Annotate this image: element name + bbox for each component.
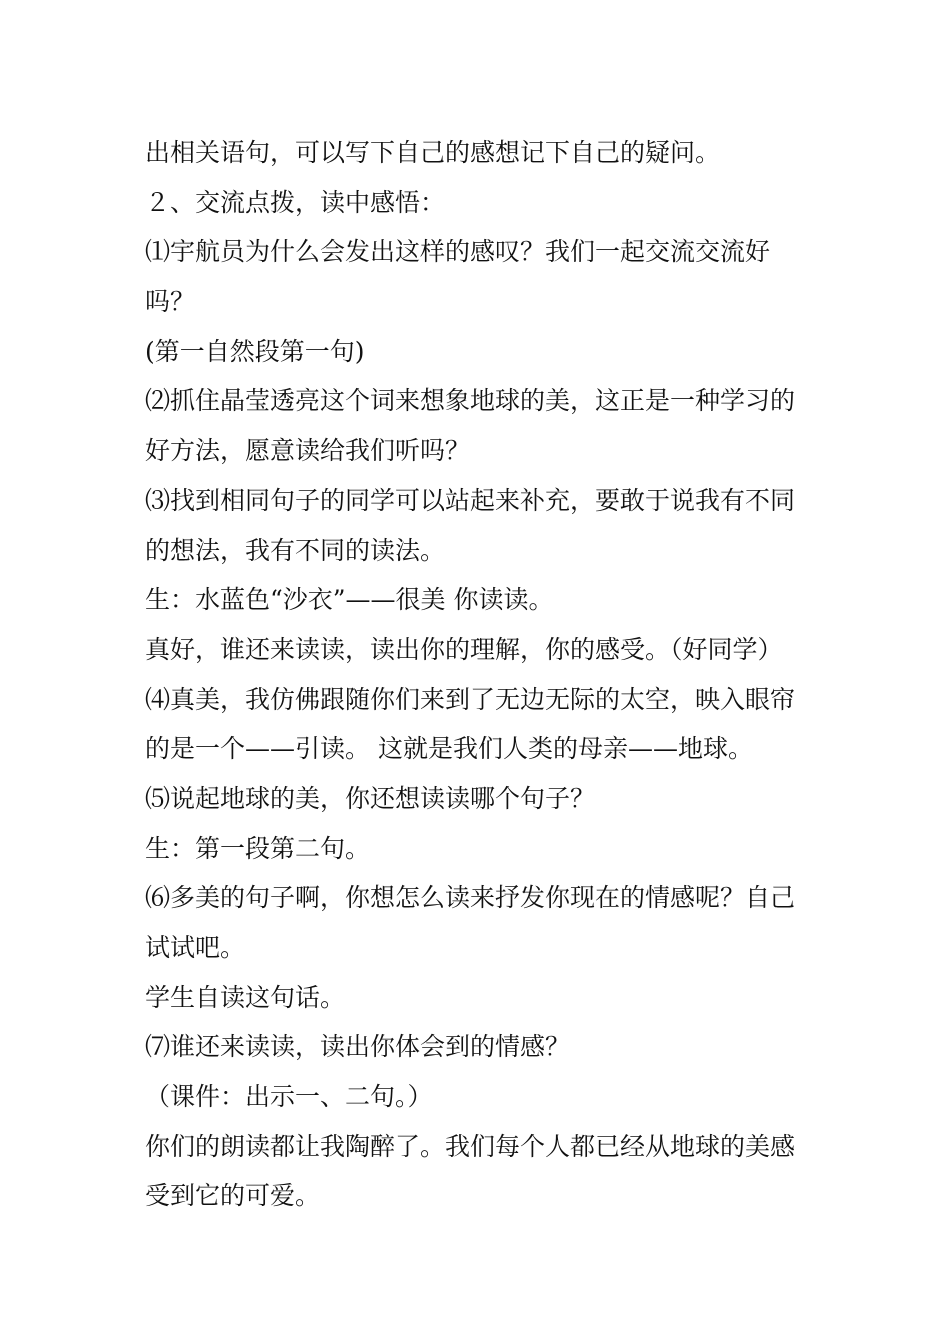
text-line: ⑵抓住晶莹透亮这个词来想象地球的美，这正是一种学习的 (145, 386, 796, 416)
text-line: 你们的朗读都让我陶醉了。我们每个人都已经从地球的美感 (145, 1131, 796, 1161)
text-line: 受到它的可爱。 (145, 1181, 321, 1211)
text-line: 学生自读这句话。 (145, 982, 346, 1012)
section-heading: ２、交流点拨，读中感悟： (145, 187, 446, 217)
text-line: 生：水蓝色“沙衣”——很美 你读读。 (145, 585, 554, 615)
text-line: ⑺谁还来读读，读出你体会到的情感？ (145, 1032, 571, 1062)
text-line: 的是一个——引读。 这就是我们人类的母亲——地球。 (145, 734, 753, 764)
text-line: ⑷真美，我仿佛跟随你们来到了无边无际的太空，映入眼帘 (145, 684, 796, 714)
text-line: 试试吧。 (145, 933, 246, 962)
text-line: 出相关语句，可以写下自己的感想记下自己的疑问。 (145, 138, 721, 167)
text-line: ⑴宇航员为什么会发出这样的感叹？我们一起交流交流好 (145, 237, 771, 267)
text-line: 好方法，愿意读给我们听吗？ (145, 436, 471, 466)
text-line: ⑶找到相同句子的同学可以站起来补充，要敢于说我有不同 (145, 485, 796, 515)
text-line: 的想法，我有不同的读法。 (145, 535, 446, 565)
text-line: 真好，谁还来读读，读出你的理解，你的感受。（好同学） (145, 634, 783, 664)
text-line: ⑸说起地球的美，你还想读读哪个句子？ (145, 783, 596, 813)
text-line: （课件：出示一、二句。） (145, 1082, 433, 1112)
document-body (145, 128, 815, 1221)
text-line: 生：第一段第二句。 (145, 833, 371, 863)
text-line: (第一自然段第一句) (145, 336, 365, 366)
text-line: 吗？ (145, 287, 196, 317)
text-line: ⑹多美的句子啊，你想怎么读来抒发你现在的情感呢？自己 (145, 883, 796, 913)
